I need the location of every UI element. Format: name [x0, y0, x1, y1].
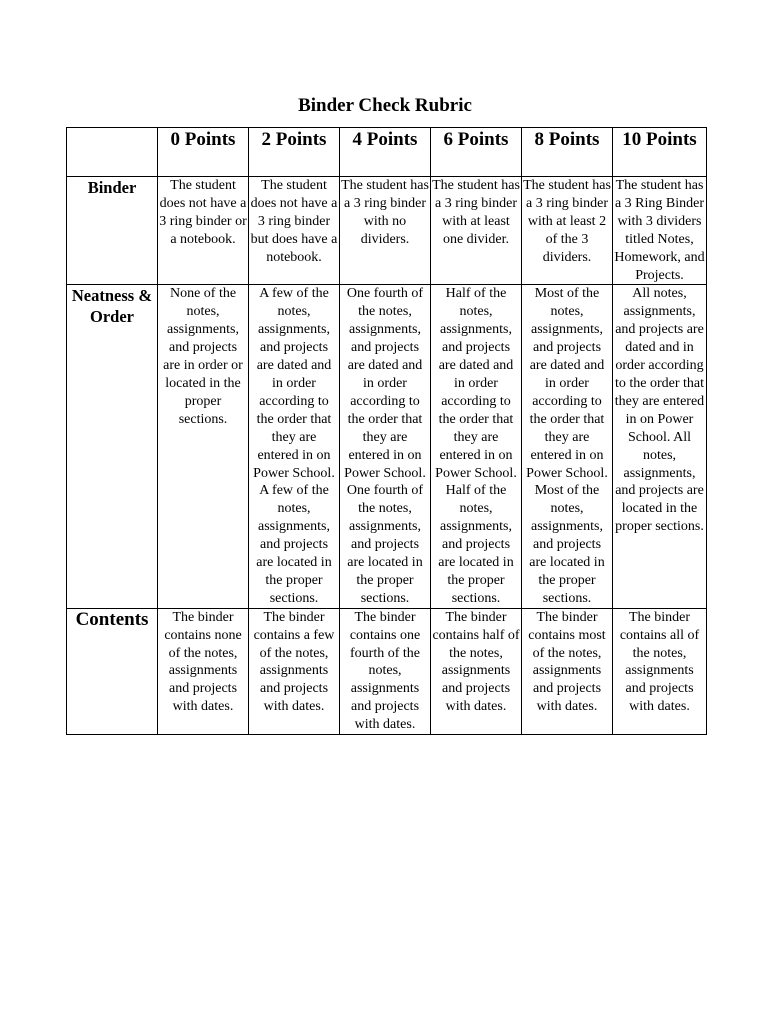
row-label-neatness-order: Neatness & Order: [67, 285, 158, 608]
binder-cell-10: The student has a 3 Ring Binder with 3 dividers titled Notes, Homework, and Projects.: [613, 177, 707, 285]
column-header-10-points: 10 Points: [613, 128, 707, 177]
binder-cell-6: The student has a 3 ring binder with at least one divider.: [431, 177, 522, 285]
page-title: Binder Check Rubric: [298, 95, 472, 116]
column-header-0-points: 0 Points: [158, 128, 249, 177]
neatness-cell-8: Most of the notes, assignments, and projects are dated and in order according to the order that they are entered in on Power School. Most of the notes, assignments, and projects are located in the proper sections.: [522, 285, 613, 608]
column-header-2-points: 2 Points: [249, 128, 340, 177]
contents-cell-0: The binder contains none of the notes, assignments and projects with dates.: [158, 608, 249, 734]
corner-cell: [67, 128, 158, 177]
binder-cell-4: The student has a 3 ring binder with no dividers.: [340, 177, 431, 285]
contents-cell-2: The binder contains a few of the notes, assignments and projects with dates.: [249, 608, 340, 734]
row-contents: [67, 608, 707, 734]
header-row: [67, 128, 707, 177]
contents-cell-4: The binder contains one fourth of the notes, assignments and projects with dates.: [340, 608, 431, 734]
neatness-cell-0: None of the notes, assignments, and projects are in order or located in the proper sections.: [158, 285, 249, 608]
row-label-binder: Binder: [67, 177, 158, 285]
neatness-cell-6: Half of the notes, assignments, and projects are dated and in order according to the order that they are entered in on Power School. Half of the notes, assignments, and projects are located in the proper sections.: [431, 285, 522, 608]
column-header-6-points: 6 Points: [431, 128, 522, 177]
row-label-contents: Contents: [67, 608, 158, 734]
neatness-cell-10: All notes, assignments, and projects are dated and in order according to the order that they are entered in on Power School. All notes, assignments, and projects are located in the proper sections.: [613, 285, 707, 608]
binder-cell-2: The student does not have a 3 ring binder but does have a notebook.: [249, 177, 340, 285]
row-binder: [67, 177, 707, 285]
contents-cell-8: The binder contains most of the notes, assignments and projects with dates.: [522, 608, 613, 734]
contents-cell-6: The binder contains half of the notes, assignments and projects with dates.: [431, 608, 522, 734]
binder-cell-0: The student does not have a 3 ring binder or a notebook.: [158, 177, 249, 285]
neatness-cell-2: A few of the notes, assignments, and projects are dated and in order according to the order that they are entered in on Power School. A few of the notes, assignments, and projects are located in the proper sections.: [249, 285, 340, 608]
column-header-8-points: 8 Points: [522, 128, 613, 177]
binder-cell-8: The student has a 3 ring binder with at least 2 of the 3 dividers.: [522, 177, 613, 285]
column-header-4-points: 4 Points: [340, 128, 431, 177]
row-neatness-order: [67, 285, 707, 608]
neatness-cell-4: One fourth of the notes, assignments, and projects are dated and in order according to the order that they are entered in on Power School. One fourth of the notes, assignments, and projects are located in the proper sections.: [340, 285, 431, 608]
rubric-table: [66, 127, 707, 735]
contents-cell-10: The binder contains all of the notes, assignments and projects with dates.: [613, 608, 707, 734]
